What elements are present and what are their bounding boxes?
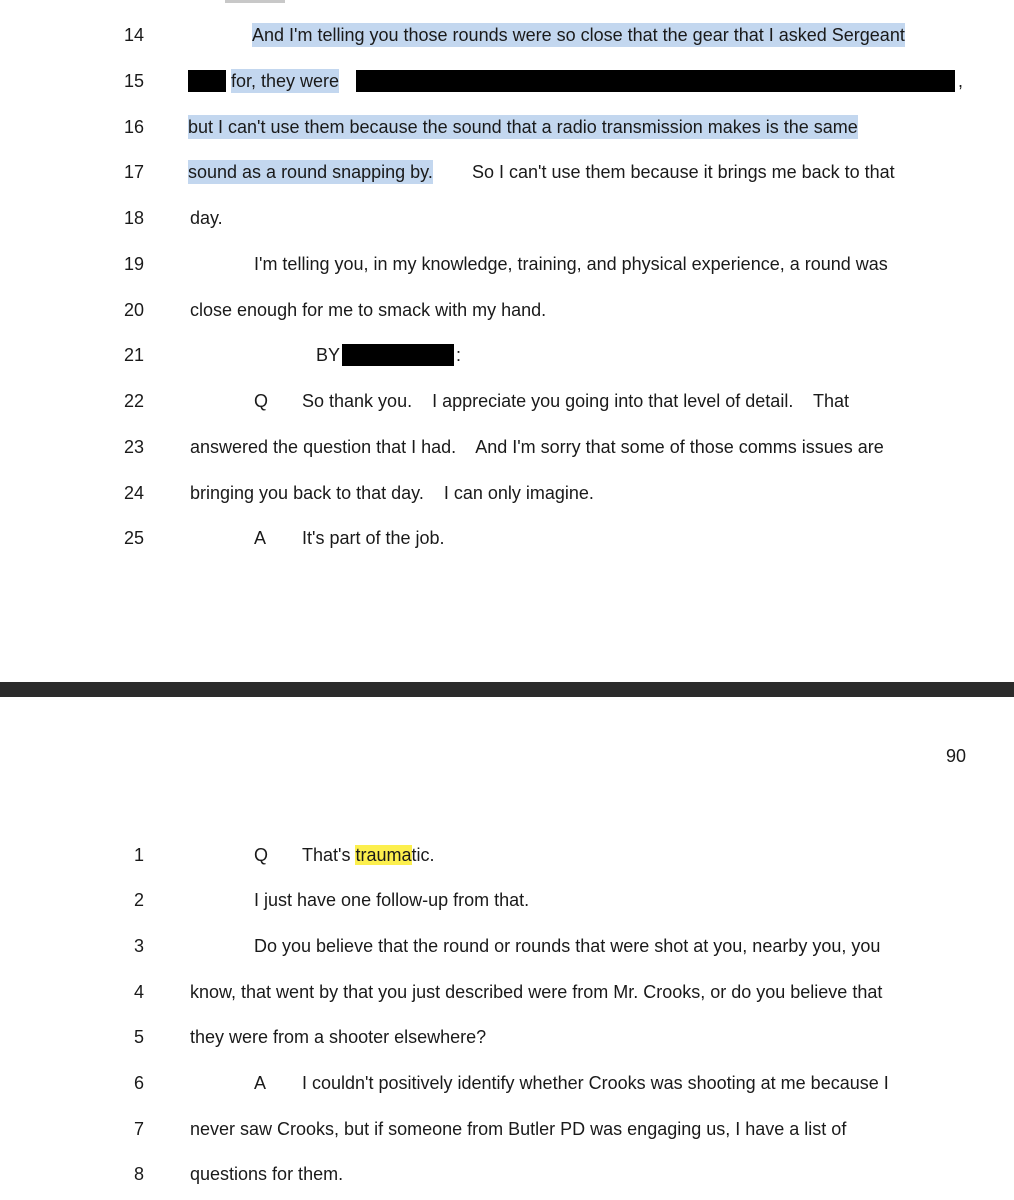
line-number: 20 xyxy=(123,300,144,320)
transcript-line xyxy=(0,481,1014,505)
line-text-highlighted[interactable]: sound as a round snapping by. xyxy=(188,162,433,182)
line-number: 5 xyxy=(133,1027,144,1047)
transcript-line xyxy=(0,160,1014,184)
line-number: 15 xyxy=(123,71,144,91)
speaker-label: Q xyxy=(254,391,269,411)
line-number: 6 xyxy=(133,1073,144,1093)
line-text: they were from a shooter elsewhere? xyxy=(190,1027,487,1047)
line-text[interactable]: for, they were xyxy=(231,71,340,91)
page-number: 90 xyxy=(945,746,966,766)
previous-line-fragment xyxy=(225,0,285,3)
transcript-line xyxy=(0,526,1014,550)
transcript-line xyxy=(0,1071,1014,1095)
transcript-line xyxy=(0,888,1014,912)
line-text: I couldn't positively identify whether Crooks was shooting at me because I xyxy=(302,1073,889,1093)
transcript-line xyxy=(0,252,1014,276)
redaction-box xyxy=(342,344,454,368)
line-text: So thank you. I appreciate you going into that level of detail. That xyxy=(302,391,850,411)
transcript-line xyxy=(0,980,1014,1004)
line-number: 18 xyxy=(123,208,144,228)
line-number: 1 xyxy=(133,845,144,865)
line-text: close enough for me to smack with my hand. xyxy=(190,300,547,320)
line-text: never saw Crooks, but if someone from Butler PD was engaging us, I have a list of xyxy=(190,1119,847,1139)
line-text-part: tic. xyxy=(411,845,435,865)
line-number: 23 xyxy=(123,437,144,457)
transcript-line xyxy=(0,1025,1014,1049)
transcript-line xyxy=(0,69,1014,93)
line-text: questions for them. xyxy=(190,1164,344,1184)
line-text-part: That's xyxy=(302,845,356,865)
transcript-line xyxy=(0,843,1014,867)
line-number: 14 xyxy=(123,25,144,45)
line-number: 24 xyxy=(123,483,144,503)
examiner-label: BY xyxy=(316,345,341,365)
line-text: day. xyxy=(190,208,223,228)
page-divider xyxy=(0,682,1014,697)
speaker-label: A xyxy=(254,528,267,548)
transcript-line xyxy=(0,934,1014,958)
line-text xyxy=(302,843,435,867)
redaction-box xyxy=(356,70,955,94)
line-text: I'm telling you, in my knowledge, training, and physical experience, a round was xyxy=(254,254,888,274)
transcript-line xyxy=(0,298,1014,322)
line-number: 25 xyxy=(123,528,144,548)
line-number: 7 xyxy=(133,1119,144,1139)
line-text[interactable]: And I'm telling you those rounds were so close that the gear that I asked Sergeant xyxy=(252,25,905,45)
line-text: know, that went by that you just described were from Mr. Crooks, or do you believe that xyxy=(190,982,883,1002)
line-number: 8 xyxy=(133,1164,144,1184)
line-number: 21 xyxy=(123,345,144,365)
line-text[interactable]: but I can't use them because the sound that a radio transmission makes is the same xyxy=(188,117,858,137)
transcript-line xyxy=(0,1117,1014,1141)
line-text: I just have one follow-up from that. xyxy=(254,890,530,910)
transcript-line xyxy=(0,343,1014,367)
line-text: bringing you back to that day. I can only imagine. xyxy=(190,483,594,503)
line-number: 19 xyxy=(123,254,144,274)
speaker-label: A xyxy=(254,1073,267,1093)
highlighted-word[interactable]: trauma xyxy=(355,845,412,865)
line-text: : xyxy=(456,345,462,365)
line-number: 16 xyxy=(123,117,144,137)
line-number: 4 xyxy=(133,982,144,1002)
transcript-line xyxy=(0,389,1014,413)
transcript-line xyxy=(0,435,1014,459)
line-text: , xyxy=(958,71,964,91)
redaction-box xyxy=(188,70,226,94)
line-text: So I can't use them because it brings me back to that xyxy=(472,162,895,182)
line-number: 17 xyxy=(123,162,144,182)
line-text: Do you believe that the round or rounds that were shot at you, nearby you, you xyxy=(254,936,881,956)
line-text: It's part of the job. xyxy=(302,528,445,548)
transcript-line xyxy=(0,115,1014,139)
line-text: answered the question that I had. And I'm sorry that some of those comms issues are xyxy=(190,437,884,457)
transcript-line xyxy=(0,1162,1014,1186)
line-number: 3 xyxy=(133,936,144,956)
line-number: 22 xyxy=(123,391,144,411)
line-number: 2 xyxy=(133,890,144,910)
transcript-line xyxy=(0,23,1014,47)
speaker-label: Q xyxy=(254,845,269,865)
transcript-line xyxy=(0,206,1014,230)
